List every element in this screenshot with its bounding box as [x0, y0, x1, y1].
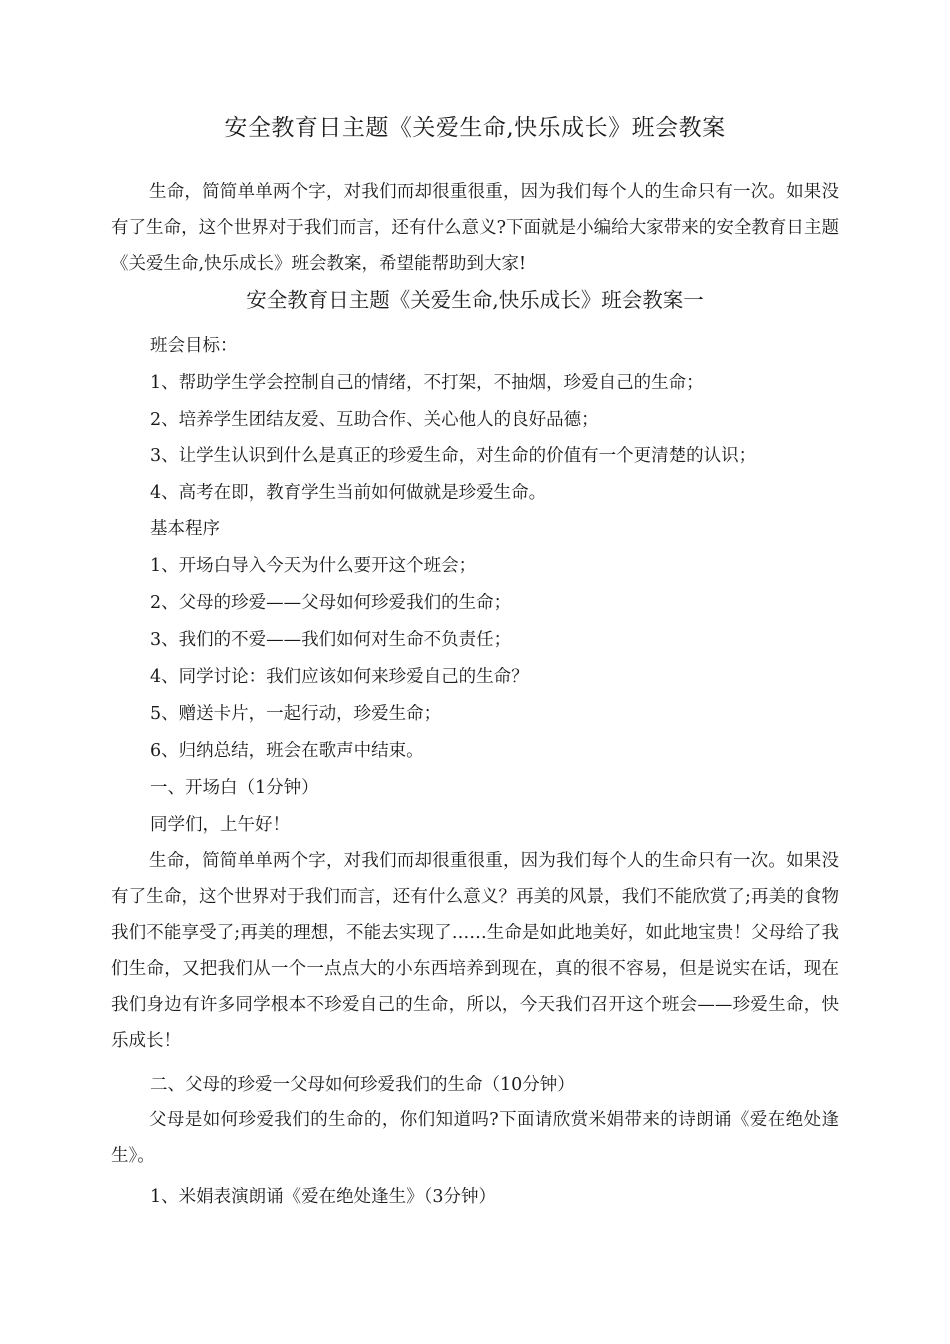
- section2-heading: 二、父母的珍爱一父母如何珍爱我们的生命（10分钟）: [150, 1075, 575, 1095]
- lesson-plan-subtitle: 安全教育日主题《关爱生命,快乐成长》班会教案一: [246, 288, 704, 312]
- intro-paragraph: 生命，简简单单两个字，对我们而却很重很重，因为我们每个人的生命只有一次。如果没有了生命，这个世界对于我们而言，还有什么意义?下面就是小编给大家带来的安全教育日主题《关爱生命,快乐成长》班会教案，希望能帮助到大家!: [111, 182, 839, 274]
- procedure-item: 4、同学讨论：我们应该如何来珍爱自己的生命？: [150, 667, 529, 687]
- section2-paragraph: 父母是如何珍爱我们的生命的，你们知道吗?下面请欣赏米娟带来的诗朗诵《爱在绝处逢生》。: [111, 1110, 839, 1166]
- procedure-item: 1、开场白导入今天为什么要开这个班会；: [150, 556, 477, 576]
- goal-item: 4、高考在即，教育学生当前如何做就是珍爱生命。: [150, 483, 547, 503]
- procedure-item: 5、赠送卡片，一起行动，珍爱生命；: [150, 704, 442, 724]
- procedure-item: 2、父母的珍爱——父母如何珍爱我们的生命；: [150, 593, 512, 613]
- procedure-item: 6、归纳总结，班会在歌声中结束。: [150, 741, 424, 761]
- section2-item: 1、米娟表演朗诵《爱在绝处逢生》（3分钟）: [150, 1187, 497, 1207]
- section1-heading: 一、开场白（1分钟）: [150, 778, 319, 798]
- goal-item: 1、帮助学生学会控制自己的情绪，不打架，不抽烟，珍爱自己的生命；: [150, 373, 704, 393]
- document-title: 安全教育日主题《关爱生命,快乐成长》班会教案: [224, 115, 726, 141]
- goal-item: 2、培养学生团结友爱、互助合作、关心他人的良好品德；: [150, 410, 599, 430]
- procedure-item: 3、我们的不爱——我们如何对生命不负责任；: [150, 630, 512, 650]
- goals-heading: 班会目标：: [150, 336, 238, 356]
- greeting-line: 同学们，上午好！: [150, 815, 290, 835]
- procedure-heading: 基本程序: [150, 519, 220, 539]
- goal-item: 3、让学生认识到什么是真正的珍爱生命，对生命的价值有一个更清楚的认识；: [150, 446, 757, 466]
- section1-paragraph: 生命，简简单单两个字，对我们而却很重很重，因为我们每个人的生命只有一次。如果没有了生命，这个世界对于我们而言，还有什么意义？再美的风景，我们不能欣赏了;再美的食物我们不能享受了;再美的理想，不能去实现了……生命是如此地美好，如此地宝贵！父母给了我们生命，又把我们从一个一点点大的小东西培养到现在，真的很不容易，但是说实在话，现在我们身边有许多同学根本不珍爱自己的生命，所以，今天我们召开这个班会——珍爱生命，快乐成长！: [111, 851, 839, 1051]
